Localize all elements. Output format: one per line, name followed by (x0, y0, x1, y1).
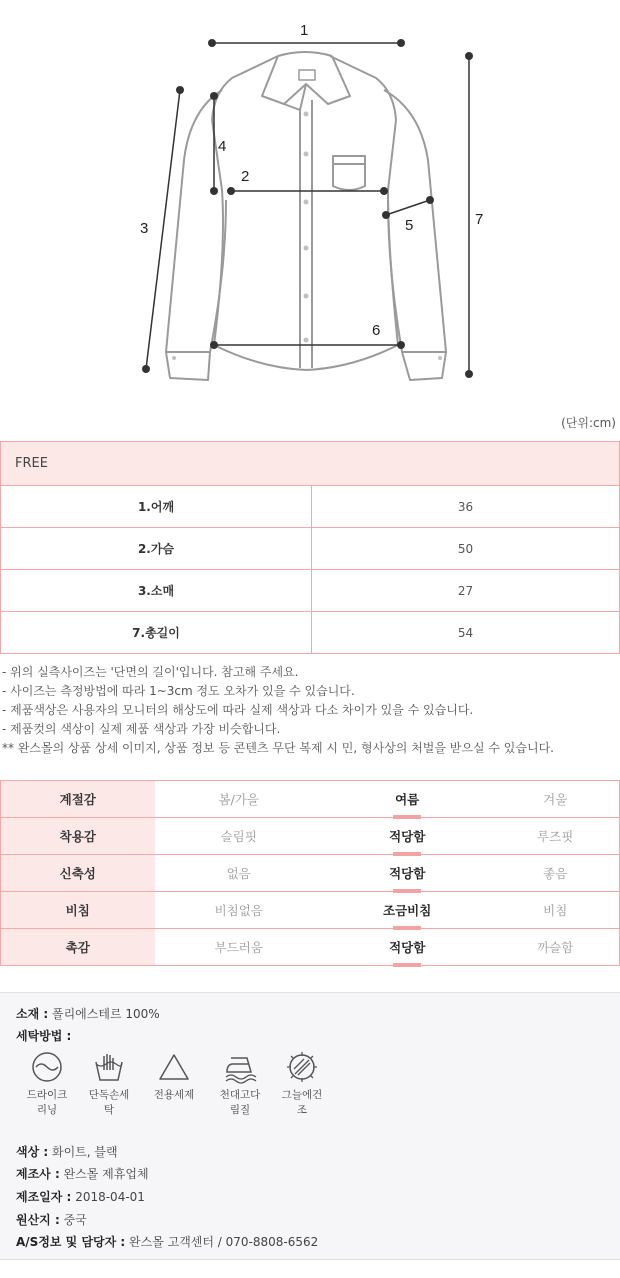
size-notes (2, 663, 618, 758)
attribute-option: 적당함 (323, 818, 491, 855)
date-value: 2018-04-01 (75, 1190, 145, 1204)
attribute-name: 착용감 (1, 818, 155, 855)
origin-label: 원산지 : (16, 1213, 60, 1227)
care-item (16, 1050, 78, 1118)
note-line: - 사이즈는 측정방법에 따라 1~3cm 정도 오차가 있을 수 있습니다. (2, 684, 355, 698)
origin-value: 중국 (63, 1213, 87, 1227)
size-row-value: 50 (312, 528, 620, 570)
size-row-label: 7.총길이 (1, 612, 312, 654)
care-item (78, 1050, 140, 1118)
origin-line (16, 1211, 87, 1228)
attribute-name: 신축성 (1, 855, 155, 892)
attribute-option: 슬림핏 (155, 818, 323, 855)
selected-indicator (393, 963, 421, 967)
attribute-option: 루즈핏 (491, 818, 619, 855)
attribute-name: 비침 (1, 892, 155, 929)
attribute-row (1, 855, 620, 892)
label-5: 5 (405, 217, 414, 234)
note-line: - 제품컷의 색상이 실제 제품 색상과 가장 비슷합니다. (2, 722, 281, 736)
label-7: 7 (475, 211, 484, 228)
attribute-option: 조금비침 (323, 892, 491, 929)
date-label: 제조일자 : (16, 1190, 72, 1204)
note-line: - 위의 실측사이즈는 '단면의 길이'입니다. 참고해 주세요. (2, 665, 299, 679)
attribute-row (1, 929, 620, 966)
maker-label: 제조사 : (16, 1167, 60, 1181)
attribute-row (1, 818, 620, 855)
table-row (1, 612, 620, 654)
material-value: 폴리에스테르 100% (52, 1007, 160, 1021)
size-row-value: 27 (312, 570, 620, 612)
material-line (16, 1005, 160, 1022)
table-row (1, 570, 620, 612)
maker-line (16, 1165, 149, 1182)
attribute-table (0, 780, 620, 966)
attribute-option: 비침없음 (155, 892, 323, 929)
as-value: 완스몰 고객센터 / 070-8808-6562 (129, 1235, 319, 1249)
care-label: 단독손세 탁 (88, 1089, 130, 1116)
note-line: ** 완스몰의 상품 상세 이미지, 상품 정보 등 콘텐츠 무단 복제 시 민, 형사상의 처벌을 받으실 수 있습니다. (2, 741, 554, 755)
note-line: - 제품색상은 사용자의 모니터의 해상도에 따라 실제 색상과 다소 차이가 있을 수 있습니다. (2, 703, 474, 717)
attribute-option: 겨울 (491, 781, 619, 818)
care-label: 천대고다 림질 (219, 1089, 261, 1116)
label-2: 2 (241, 168, 250, 185)
attribute-option: 비침 (491, 892, 619, 929)
measurement-lines (146, 43, 469, 374)
attribute-option: 없음 (155, 855, 323, 892)
hand-wash-icon (92, 1050, 126, 1084)
table-row (1, 486, 620, 528)
as-label: A/S정보 및 담당자 : (16, 1235, 126, 1249)
shirt-buttons (172, 112, 442, 361)
as-line (16, 1233, 318, 1250)
care-label: 그늘에건 조 (281, 1089, 323, 1116)
product-info-box (0, 992, 620, 1260)
label-6: 6 (372, 322, 381, 339)
washing-label: 세탁방법 : (16, 1029, 72, 1043)
shirt-measurement-diagram (0, 0, 620, 410)
size-table (0, 441, 620, 654)
attribute-option: 까슬함 (491, 929, 619, 966)
care-item (209, 1050, 271, 1118)
attribute-option: 여름 (323, 781, 491, 818)
attribute-name: 촉감 (1, 929, 155, 966)
attribute-option: 부드러움 (155, 929, 323, 966)
table-row (1, 528, 620, 570)
bleach-triangle-icon (157, 1050, 191, 1084)
attribute-name: 계절감 (1, 781, 155, 818)
color-line (16, 1143, 118, 1160)
label-3: 3 (140, 220, 149, 237)
attribute-row (1, 781, 620, 818)
attribute-option: 봄/가을 (155, 781, 323, 818)
size-name: FREE (1, 442, 620, 486)
size-row-label: 2.가슴 (1, 528, 312, 570)
washing-line (16, 1027, 71, 1044)
attribute-row (1, 892, 620, 929)
unit-label: (단위:cm) (561, 416, 616, 430)
date-line (16, 1188, 145, 1205)
size-row-label: 1.어깨 (1, 486, 312, 528)
attribute-option: 적당함 (323, 855, 491, 892)
no-tumble-dry-icon (285, 1050, 319, 1084)
size-row-value: 36 (312, 486, 620, 528)
care-label: 전용세제 (153, 1089, 195, 1101)
measurement-points (142, 39, 473, 378)
color-value: 화이트, 블랙 (52, 1145, 118, 1159)
shirt-outline (166, 52, 446, 380)
attribute-option: 좋음 (491, 855, 619, 892)
dry-clean-icon (30, 1050, 64, 1084)
size-row-label: 3.소매 (1, 570, 312, 612)
color-label: 색상 : (16, 1145, 49, 1159)
iron-icon (223, 1050, 257, 1084)
label-1: 1 (300, 22, 309, 39)
maker-value: 완스몰 제휴업체 (63, 1167, 149, 1181)
care-item (143, 1050, 205, 1103)
care-label: 드라이크 리닝 (26, 1089, 68, 1116)
material-label: 소재 : (16, 1007, 49, 1021)
size-row-value: 54 (312, 612, 620, 654)
attribute-option: 적당함 (323, 929, 491, 966)
care-item (271, 1050, 333, 1118)
label-4: 4 (218, 138, 227, 155)
